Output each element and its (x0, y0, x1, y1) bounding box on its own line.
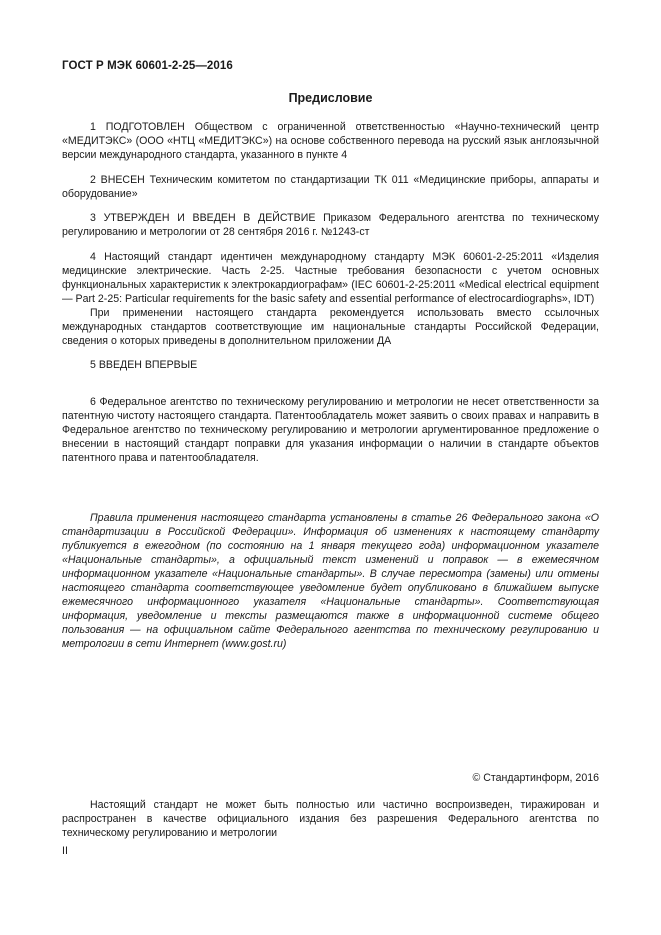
notice-text: Настоящий стандарт не может быть полностью или частично воспроизведен, тиражирован и распространен в качестве официального издания без разрешения Федерального агентства по техническому регулированию и метрологии (62, 799, 599, 839)
standard-code-header: ГОСТ Р МЭК 60601-2-25—2016 (62, 60, 233, 72)
section-4-text: 4 Настоящий стандарт идентичен международному стандарту МЭК 60601-2-25:2011 «Изделия медицинские электрические. Часть 2-25. Частные требования безопасности с учетом основных функциональных характеристик к электрокардиографам» (IEC 60601-2-25:2011 «Medical electrical equipment — Part 2-25: Particular requirements for the basic safety and essential performance of electrocardiographs», IDT) (62, 251, 599, 305)
note-text: Правила применения настоящего стандарта установлены в статье 26 Федерального закона «О стандартизации в Российской Федерации». Информация об изменениях к настоящему стандарту публикуется в ежегодном (по состоянию на 1 января текущего года) информационном указателе «Национальные стандарты», а официальный текст изменений и поправок — в ежемесячном информационном указателе «Национальные стандарты». В случае пересмотра (замены) или отмены настоящего стандарта соответствующее уведомление будет опубликовано в ближайшем выпуске ежемесячного информационного указателя «Национальные стандарты». Соответствующая информация, уведомление и тексты размещаются также в информационной системе общего пользования — на официальном сайте Федерального агентства по техническому регулированию и метрологии в сети Интернет (www.gost.ru) (62, 512, 599, 650)
standard-application-note (62, 511, 599, 651)
section-1 (62, 120, 599, 162)
copyright-line: © Стандартинформ, 2016 (472, 772, 599, 784)
reproduction-notice (62, 798, 599, 840)
section-4 (62, 250, 599, 348)
page-title: Предисловие (288, 91, 373, 105)
section-6-text: 6 Федеральное агентство по техническому регулированию и метрологии не несет ответственности за патентную чистоту настоящего стандарта. Патентообладатель может заявить о своих правах и направить в Федеральное агентство по техническому регулированию и метрологии аргументированное предложение о внесении в настоящий стандарт поправки для указания информации о наличии в стандарте объектов патентного права и патентообладателя. (62, 396, 599, 464)
page-number: II (62, 845, 68, 857)
section-2 (62, 173, 599, 201)
section-3 (62, 211, 599, 239)
section-5-text: 5 ВВЕДЕН ВПЕРВЫЕ (90, 359, 198, 371)
section-4-text-2: При применении настоящего стандарта рекомендуется использовать вместо ссылочных международных стандартов соответствующие им национальные стандарты Российской Федерации, сведения о которых приведены в дополнительном приложении ДА (62, 307, 599, 347)
section-6 (62, 395, 599, 465)
section-5 (62, 358, 599, 372)
section-1-text: 1 ПОДГОТОВЛЕН Обществом с ограниченной ответственностью «Научно-технический центр «МЕДИТЭКС» (ООО «НТЦ «МЕДИТЭКС») на основе собственного перевода на русский язык англоязычной версии международного стандарта, указанного в пункте 4 (62, 121, 599, 161)
section-2-text: 2 ВНЕСЕН Техническим комитетом по стандартизации ТК 011 «Медицинские приборы, аппараты и оборудование» (62, 174, 599, 200)
section-3-text: 3 УТВЕРЖДЕН И ВВЕДЕН В ДЕЙСТВИЕ Приказом Федерального агентства по техническому регулированию и метрологии от 28 сентября 2016 г. №1243-ст (62, 212, 599, 238)
